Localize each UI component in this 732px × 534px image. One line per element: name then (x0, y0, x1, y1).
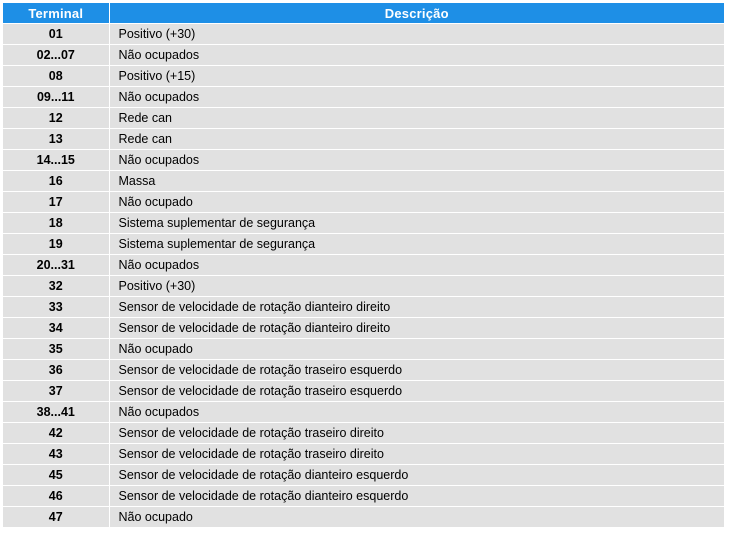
terminal-cell: 16 (3, 171, 109, 192)
table-row (3, 402, 724, 423)
table-row (3, 423, 724, 444)
description-cell: Sistema suplementar de segurança (109, 234, 724, 255)
description-cell: Não ocupados (109, 150, 724, 171)
table-row (3, 318, 724, 339)
terminal-cell: 36 (3, 360, 109, 381)
table-header (3, 3, 724, 24)
description-cell: Positivo (+30) (109, 276, 724, 297)
terminal-cell: 45 (3, 465, 109, 486)
terminal-cell: 19 (3, 234, 109, 255)
terminal-cell: 13 (3, 129, 109, 150)
table-row (3, 45, 724, 66)
terminal-cell: 37 (3, 381, 109, 402)
description-cell: Sensor de velocidade de rotação dianteiro direito (109, 318, 724, 339)
terminal-cell: 14...15 (3, 150, 109, 171)
header-terminal: Terminal (3, 3, 109, 24)
description-cell: Positivo (+30) (109, 24, 724, 45)
table-row (3, 192, 724, 213)
description-cell: Sensor de velocidade de rotação traseiro direito (109, 444, 724, 465)
description-cell: Sensor de velocidade de rotação traseiro esquerdo (109, 381, 724, 402)
table-row (3, 66, 724, 87)
table-row (3, 465, 724, 486)
header-descricao: Descrição (109, 3, 724, 24)
table-row (3, 360, 724, 381)
table-row (3, 234, 724, 255)
terminal-cell: 08 (3, 66, 109, 87)
description-cell: Não ocupados (109, 255, 724, 276)
terminal-cell: 33 (3, 297, 109, 318)
description-cell: Sensor de velocidade de rotação traseiro esquerdo (109, 360, 724, 381)
terminal-cell: 42 (3, 423, 109, 444)
table-row (3, 87, 724, 108)
table-row (3, 213, 724, 234)
description-cell: Rede can (109, 129, 724, 150)
description-cell: Rede can (109, 108, 724, 129)
terminal-cell: 32 (3, 276, 109, 297)
header-row (3, 3, 724, 24)
terminal-table (3, 3, 724, 528)
description-cell: Não ocupado (109, 339, 724, 360)
terminal-cell: 12 (3, 108, 109, 129)
description-cell: Não ocupados (109, 87, 724, 108)
table-row (3, 255, 724, 276)
description-cell: Sensor de velocidade de rotação dianteiro direito (109, 297, 724, 318)
terminal-cell: 46 (3, 486, 109, 507)
description-cell: Massa (109, 171, 724, 192)
description-cell: Não ocupado (109, 507, 724, 528)
terminal-cell: 17 (3, 192, 109, 213)
terminal-cell: 01 (3, 24, 109, 45)
terminal-table-container (3, 3, 724, 528)
table-body (3, 24, 724, 528)
table-row (3, 339, 724, 360)
terminal-cell: 47 (3, 507, 109, 528)
terminal-cell: 38...41 (3, 402, 109, 423)
terminal-cell: 20...31 (3, 255, 109, 276)
description-cell: Não ocupados (109, 45, 724, 66)
description-cell: Sensor de velocidade de rotação traseiro direito (109, 423, 724, 444)
terminal-cell: 35 (3, 339, 109, 360)
table-row (3, 129, 724, 150)
terminal-cell: 02...07 (3, 45, 109, 66)
terminal-cell: 43 (3, 444, 109, 465)
description-cell: Positivo (+15) (109, 66, 724, 87)
terminal-cell: 34 (3, 318, 109, 339)
table-row (3, 507, 724, 528)
description-cell: Sensor de velocidade de rotação dianteiro esquerdo (109, 486, 724, 507)
table-row (3, 486, 724, 507)
terminal-cell: 18 (3, 213, 109, 234)
terminal-cell: 09...11 (3, 87, 109, 108)
description-cell: Sistema suplementar de segurança (109, 213, 724, 234)
table-row (3, 150, 724, 171)
description-cell: Não ocupado (109, 192, 724, 213)
table-row (3, 444, 724, 465)
table-row (3, 276, 724, 297)
table-row (3, 171, 724, 192)
table-row (3, 381, 724, 402)
table-row (3, 108, 724, 129)
description-cell: Não ocupados (109, 402, 724, 423)
table-row (3, 297, 724, 318)
table-row (3, 24, 724, 45)
description-cell: Sensor de velocidade de rotação dianteiro esquerdo (109, 465, 724, 486)
